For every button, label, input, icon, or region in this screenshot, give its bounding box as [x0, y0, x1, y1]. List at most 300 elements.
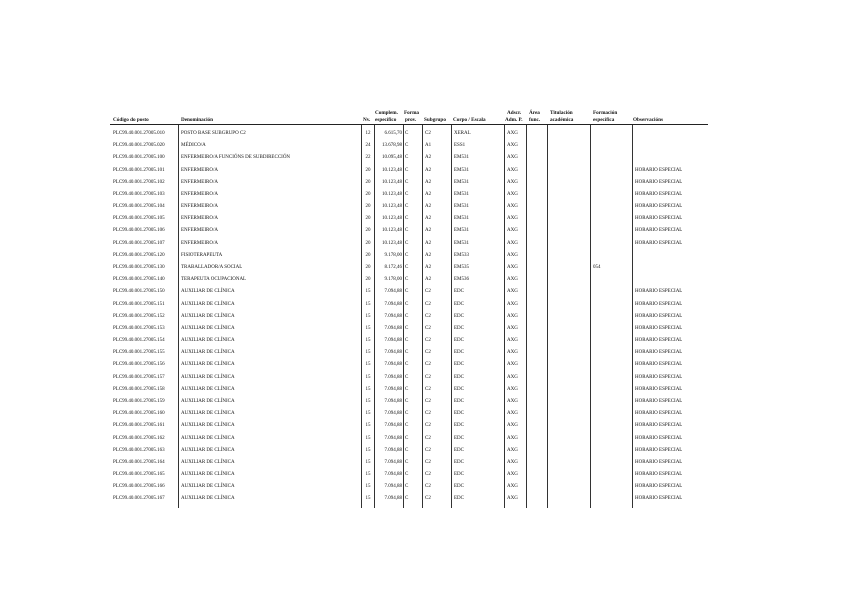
corpo-cell: EDC	[454, 411, 464, 417]
observacions-cell: HORARIO ESPECIAL	[635, 167, 683, 173]
observacions-cell: HORARIO ESPECIAL	[635, 240, 683, 246]
posto-code-cell: PLC99.40.001.27005.106	[113, 228, 165, 234]
posto-code-cell: PLC99.40.001.27005.163	[113, 447, 165, 453]
corpo-cell: EM531	[454, 191, 469, 197]
complemento-cell: 10.123,48	[382, 179, 402, 185]
complemento-cell: 7.094,88	[384, 350, 402, 356]
forma-cell: C	[405, 204, 409, 210]
table-row	[0, 323, 842, 335]
denominacion-cell: AUXILIAR DE CLÍNICA	[181, 362, 235, 368]
header-formacion-line1: Formación	[593, 110, 618, 116]
header-complemento-line1: Complem.	[375, 110, 398, 116]
subgrupo-cell: A2	[425, 155, 432, 161]
posto-code-cell: PLC99.40.001.27005.152	[113, 313, 165, 319]
nivel-cell: 15	[365, 398, 371, 404]
complemento-cell: 6.615,70	[384, 131, 402, 136]
observacions-cell: HORARIO ESPECIAL	[635, 386, 683, 392]
corpo-cell: ESS1	[454, 143, 466, 149]
header-area-line2: func.	[529, 117, 541, 123]
subgrupo-cell: A2	[425, 204, 432, 210]
adscricion-cell: AXG	[507, 216, 518, 222]
table-row	[0, 408, 842, 420]
corpo-cell: EDC	[454, 386, 464, 392]
adscricion-cell: AXG	[507, 350, 518, 356]
observacions-cell: HORARIO ESPECIAL	[635, 338, 683, 344]
forma-cell: C	[405, 191, 409, 197]
adscricion-cell: AXG	[507, 313, 518, 319]
adscricion-cell: AXG	[507, 143, 518, 149]
posto-code-cell: PLC99.40.001.27005.155	[113, 350, 165, 356]
nivel-cell: 15	[365, 447, 371, 453]
subgrupo-cell: A2	[425, 167, 432, 173]
posto-code-cell: PLC99.40.001.27005.151	[113, 301, 165, 307]
denominacion-cell: AUXILIAR DE CLÍNICA	[181, 301, 235, 307]
forma-cell: C	[405, 240, 409, 246]
forma-cell: C	[405, 155, 409, 161]
complemento-cell: 7.094,88	[384, 289, 402, 295]
header-titulacion-line2: académica	[550, 117, 574, 123]
complemento-cell: 7.094,88	[384, 459, 402, 465]
denominacion-cell: AUXILIAR DE CLÍNICA	[181, 484, 235, 490]
corpo-cell: EDC	[454, 374, 464, 380]
corpo-cell: EM531	[454, 228, 469, 234]
posto-code-cell: PLC99.40.001.27005.010	[113, 131, 165, 136]
corpo-cell: EDC	[454, 325, 464, 331]
complemento-cell: 7.094,88	[384, 447, 402, 453]
table-row	[0, 189, 842, 201]
forma-cell: C	[405, 216, 409, 222]
corpo-cell: EM531	[454, 204, 469, 210]
subgrupo-cell: A2	[425, 179, 432, 185]
corpo-cell: EDC	[454, 313, 464, 319]
subgrupo-cell: A2	[425, 228, 432, 234]
observacions-cell: HORARIO ESPECIAL	[635, 204, 683, 210]
adscricion-cell: AXG	[507, 496, 518, 502]
nivel-cell: 20	[365, 252, 371, 258]
posto-code-cell: PLC99.40.001.27005.167	[113, 496, 165, 502]
complemento-cell: 10.095,48	[382, 155, 402, 161]
table-row	[0, 372, 842, 384]
forma-cell: C	[405, 350, 409, 356]
denominacion-cell: AUXILIAR DE CLÍNICA	[181, 386, 235, 392]
denominacion-cell: ENFERMEIRO/A	[181, 216, 218, 222]
nivel-cell: 20	[365, 240, 371, 246]
denominacion-cell: AUXILIAR DE CLÍNICA	[181, 313, 235, 319]
adscricion-cell: AXG	[507, 204, 518, 210]
observacions-cell: HORARIO ESPECIAL	[635, 496, 683, 502]
table-row	[0, 347, 842, 359]
complemento-cell: 10.123,48	[382, 240, 402, 246]
forma-cell: C	[405, 179, 409, 185]
observacions-cell: HORARIO ESPECIAL	[635, 325, 683, 331]
nivel-cell: 15	[365, 350, 371, 356]
observacions-cell: HORARIO ESPECIAL	[635, 191, 683, 197]
complemento-cell: 10.123,48	[382, 167, 402, 173]
subgrupo-cell: A2	[425, 264, 432, 270]
denominacion-cell: TERAPEUTA OCUPACIONAL	[181, 277, 247, 283]
subgrupo-cell: C2	[425, 289, 431, 295]
table-row	[0, 433, 842, 445]
complemento-cell: 7.094,88	[384, 313, 402, 319]
adscricion-cell: AXG	[507, 191, 518, 197]
posto-code-cell: PLC99.40.001.27005.156	[113, 362, 165, 368]
nivel-cell: 20	[365, 228, 371, 234]
subgrupo-cell: A2	[425, 216, 432, 222]
subgrupo-cell: C2	[425, 435, 431, 441]
table-row	[0, 384, 842, 396]
nivel-cell: 15	[365, 411, 371, 417]
nivel-cell: 20	[365, 191, 371, 197]
forma-cell: C	[405, 277, 409, 283]
observacions-cell: HORARIO ESPECIAL	[635, 313, 683, 319]
header-nivel: Nv.	[363, 117, 371, 123]
subgrupo-cell: A2	[425, 252, 432, 258]
corpo-cell: EDC	[454, 484, 464, 490]
table-row	[0, 201, 842, 213]
posto-code-cell: PLC99.40.001.27005.161	[113, 423, 165, 429]
complemento-cell: 7.094,88	[384, 472, 402, 478]
forma-cell: C	[405, 447, 409, 453]
subgrupo-cell: A2	[425, 191, 432, 197]
denominacion-cell: AUXILIAR DE CLÍNICA	[181, 338, 235, 344]
adscricion-cell: AXG	[507, 252, 518, 258]
subgrupo-cell: C2	[425, 313, 431, 319]
complemento-cell: 7.094,88	[384, 398, 402, 404]
table-row	[0, 238, 842, 250]
complemento-cell: 7.094,88	[384, 338, 402, 344]
denominacion-cell: ENFERMEIRO/A FUNCIÓNS DE SUBDIRECCIÓN	[181, 155, 291, 161]
formacion-cell: 054	[593, 264, 601, 270]
posto-code-cell: PLC99.40.001.27005.105	[113, 216, 165, 222]
complemento-cell: 7.094,88	[384, 411, 402, 417]
posto-code-cell: PLC99.40.001.27005.166	[113, 484, 165, 490]
adscricion-cell: AXG	[507, 264, 518, 270]
forma-cell: C	[405, 398, 409, 404]
subgrupo-cell: A2	[425, 277, 432, 283]
adscricion-cell: AXG	[507, 472, 518, 478]
header-formacion-line2: específica	[593, 117, 615, 123]
header-adscricion-line1: Adscr.	[507, 110, 522, 116]
observacions-cell: HORARIO ESPECIAL	[635, 398, 683, 404]
header-forma-line1: Forma	[404, 110, 419, 116]
corpo-cell: EDC	[454, 289, 464, 295]
denominacion-cell: AUXILIAR DE CLÍNICA	[181, 289, 235, 295]
denominacion-cell: AUXILIAR DE CLÍNICA	[181, 374, 235, 380]
table-row	[0, 445, 842, 457]
forma-cell: C	[405, 131, 409, 136]
nivel-cell: 15	[365, 435, 371, 441]
forma-cell: C	[405, 374, 409, 380]
denominacion-cell: AUXILIAR DE CLÍNICA	[181, 398, 235, 404]
nivel-cell: 15	[365, 325, 371, 331]
forma-cell: C	[405, 301, 409, 307]
complemento-cell: 10.123,48	[382, 204, 402, 210]
adscricion-cell: AXG	[507, 277, 518, 283]
observacions-cell: HORARIO ESPECIAL	[635, 374, 683, 380]
complemento-cell: 8.172,46	[384, 264, 402, 270]
header-corpo: Corpo / Escala	[453, 117, 486, 123]
posto-code-cell: PLC99.40.001.27005.164	[113, 459, 165, 465]
subgrupo-cell: C2	[425, 423, 431, 429]
observacions-cell: HORARIO ESPECIAL	[635, 484, 683, 490]
observacions-cell: HORARIO ESPECIAL	[635, 472, 683, 478]
observacions-cell: HORARIO ESPECIAL	[635, 423, 683, 429]
header-subgrupo: Subgrupo	[424, 117, 446, 123]
header-observacions: Observacións	[633, 117, 663, 123]
denominacion-cell: ENFERMEIRO/A	[181, 191, 218, 197]
denominacion-cell: AUXILIAR DE CLÍNICA	[181, 435, 235, 441]
forma-cell: C	[405, 143, 409, 149]
corpo-cell: EM533	[454, 252, 469, 258]
posto-code-cell: PLC99.40.001.27005.020	[113, 143, 165, 149]
subgrupo-cell: C2	[425, 447, 431, 453]
subgrupo-cell: C2	[425, 472, 431, 478]
subgrupo-cell: C2	[425, 131, 431, 136]
posto-code-cell: PLC99.40.001.27005.103	[113, 191, 165, 197]
adscricion-cell: AXG	[507, 398, 518, 404]
denominacion-cell: AUXILIAR DE CLÍNICA	[181, 459, 235, 465]
corpo-cell: EDC	[454, 472, 464, 478]
observacions-cell: HORARIO ESPECIAL	[635, 350, 683, 356]
denominacion-cell: AUXILIAR DE CLÍNICA	[181, 411, 235, 417]
table-row	[0, 457, 842, 469]
nivel-cell: 15	[365, 386, 371, 392]
forma-cell: C	[405, 435, 409, 441]
posto-code-cell: PLC99.40.001.27005.140	[113, 277, 165, 283]
complemento-cell: 7.094,88	[384, 325, 402, 331]
nivel-cell: 15	[365, 496, 371, 502]
table-row	[0, 274, 842, 286]
nivel-cell: 15	[365, 484, 371, 490]
subgrupo-cell: A2	[425, 240, 432, 246]
adscricion-cell: AXG	[507, 411, 518, 417]
observacions-cell: HORARIO ESPECIAL	[635, 216, 683, 222]
complemento-cell: 7.094,88	[384, 301, 402, 307]
forma-cell: C	[405, 325, 409, 331]
denominacion-cell: ENFERMEIRO/A	[181, 204, 218, 210]
nivel-cell: 15	[365, 289, 371, 295]
forma-cell: C	[405, 496, 409, 502]
adscricion-cell: AXG	[507, 240, 518, 246]
denominacion-cell: MÉDICO/A	[181, 143, 206, 149]
denominacion-cell: AUXILIAR DE CLÍNICA	[181, 350, 235, 356]
denominacion-cell: AUXILIAR DE CLÍNICA	[181, 472, 235, 478]
table-row	[0, 213, 842, 225]
corpo-cell: EDC	[454, 362, 464, 368]
nivel-cell: 20	[365, 167, 371, 173]
corpo-cell: EM531	[454, 240, 469, 246]
nivel-cell: 20	[365, 264, 371, 270]
posto-code-cell: PLC99.40.001.27005.130	[113, 264, 165, 270]
corpo-cell: EDC	[454, 496, 464, 502]
observacions-cell: HORARIO ESPECIAL	[635, 179, 683, 185]
forma-cell: C	[405, 423, 409, 429]
table-row	[0, 165, 842, 177]
forma-cell: C	[405, 472, 409, 478]
denominacion-cell: ENFERMEIRO/A	[181, 179, 218, 185]
corpo-cell: EDC	[454, 459, 464, 465]
table-row	[0, 481, 842, 493]
subgrupo-cell: C2	[425, 484, 431, 490]
subgrupo-cell: C2	[425, 350, 431, 356]
complemento-cell: 7.094,88	[384, 374, 402, 380]
adscricion-cell: AXG	[507, 155, 518, 161]
adscricion-cell: AXG	[507, 435, 518, 441]
header-codigo: Código do posto	[113, 117, 149, 123]
observacions-cell: HORARIO ESPECIAL	[635, 289, 683, 295]
nivel-cell: 15	[365, 423, 371, 429]
observacions-cell: HORARIO ESPECIAL	[635, 459, 683, 465]
adscricion-cell: AXG	[507, 325, 518, 331]
header-rule	[110, 124, 708, 125]
observacions-cell: HORARIO ESPECIAL	[635, 435, 683, 441]
observacions-cell: HORARIO ESPECIAL	[635, 411, 683, 417]
adscricion-cell: AXG	[507, 179, 518, 185]
forma-cell: C	[405, 264, 409, 270]
table-row	[0, 152, 842, 164]
posto-code-cell: PLC99.40.001.27005.159	[113, 398, 165, 404]
complemento-cell: 7.094,88	[384, 496, 402, 502]
denominacion-cell: AUXILIAR DE CLÍNICA	[181, 447, 235, 453]
denominacion-cell: AUXILIAR DE CLÍNICA	[181, 423, 235, 429]
subgrupo-cell: C2	[425, 374, 431, 380]
observacions-cell: HORARIO ESPECIAL	[635, 362, 683, 368]
subgrupo-cell: C2	[425, 411, 431, 417]
nivel-cell: 15	[365, 374, 371, 380]
subgrupo-cell: A1	[425, 143, 432, 149]
table-row	[0, 177, 842, 189]
subgrupo-cell: C2	[425, 398, 431, 404]
denominacion-cell: AUXILIAR DE CLÍNICA	[181, 325, 235, 331]
posto-code-cell: PLC99.40.001.27005.154	[113, 338, 165, 344]
nivel-cell: 15	[365, 338, 371, 344]
denominacion-cell: ENFERMEIRO/A	[181, 167, 218, 173]
table-row	[0, 396, 842, 408]
denominacion-cell: AUXILIAR DE CLÍNICA	[181, 496, 235, 502]
subgrupo-cell: C2	[425, 301, 431, 307]
posto-code-cell: PLC99.40.001.27005.150	[113, 289, 165, 295]
forma-cell: C	[405, 252, 409, 258]
adscricion-cell: AXG	[507, 374, 518, 380]
forma-cell: C	[405, 411, 409, 417]
adscricion-cell: AXG	[507, 131, 518, 136]
denominacion-cell: ENFERMEIRO/A	[181, 240, 218, 246]
subgrupo-cell: C2	[425, 338, 431, 344]
corpo-cell: XERAL	[454, 131, 471, 136]
complemento-cell: 10.123,48	[382, 228, 402, 234]
corpo-cell: EDC	[454, 423, 464, 429]
nivel-cell: 15	[365, 313, 371, 319]
complemento-cell: 9.178,00	[384, 252, 402, 258]
subgrupo-cell: C2	[425, 325, 431, 331]
complemento-cell: 10.123,48	[382, 191, 402, 197]
denominacion-cell: POSTO BASE SUBGRUPO C2	[181, 131, 246, 136]
adscricion-cell: AXG	[507, 167, 518, 173]
forma-cell: C	[405, 313, 409, 319]
table-row	[0, 250, 842, 262]
subgrupo-cell: C2	[425, 459, 431, 465]
header-area-line1: Área	[529, 110, 540, 116]
adscricion-cell: AXG	[507, 362, 518, 368]
posto-code-cell: PLC99.40.001.27005.162	[113, 435, 165, 441]
nivel-cell: 12	[365, 131, 371, 136]
corpo-cell: EDC	[454, 398, 464, 404]
forma-cell: C	[405, 459, 409, 465]
corpo-cell: EDC	[454, 435, 464, 441]
complemento-cell: 7.094,88	[384, 386, 402, 392]
adscricion-cell: AXG	[507, 386, 518, 392]
forma-cell: C	[405, 362, 409, 368]
forma-cell: C	[405, 228, 409, 234]
table-row	[0, 299, 842, 311]
denominacion-cell: ENFERMEIRO/A	[181, 228, 218, 234]
complemento-cell: 7.094,88	[384, 435, 402, 441]
posto-code-cell: PLC99.40.001.27005.158	[113, 386, 165, 392]
posto-code-cell: PLC99.40.001.27005.157	[113, 374, 165, 380]
adscricion-cell: AXG	[507, 338, 518, 344]
adscricion-cell: AXG	[507, 484, 518, 490]
header-adscricion-line2: Adm. P.	[505, 117, 523, 123]
corpo-cell: EM535	[454, 264, 469, 270]
corpo-cell: EM536	[454, 277, 469, 283]
observacions-cell: HORARIO ESPECIAL	[635, 228, 683, 234]
complemento-cell: 7.094,88	[384, 362, 402, 368]
nivel-cell: 15	[365, 301, 371, 307]
table-row	[0, 140, 842, 152]
corpo-cell: EM531	[454, 167, 469, 173]
adscricion-cell: AXG	[507, 301, 518, 307]
posto-code-cell: PLC99.40.001.27005.160	[113, 411, 165, 417]
nivel-cell: 24	[365, 143, 371, 149]
posto-code-cell: PLC99.40.001.27005.100	[113, 155, 165, 161]
complemento-cell: 10.123,48	[382, 216, 402, 222]
posto-code-cell: PLC99.40.001.27005.153	[113, 325, 165, 331]
adscricion-cell: AXG	[507, 289, 518, 295]
posto-code-cell: PLC99.40.001.27005.104	[113, 204, 165, 210]
nivel-cell: 20	[365, 179, 371, 185]
nivel-cell: 20	[365, 216, 371, 222]
subgrupo-cell: C2	[425, 386, 431, 392]
adscricion-cell: AXG	[507, 447, 518, 453]
header-complemento-line2: específico	[375, 117, 397, 123]
table-row	[0, 286, 842, 298]
forma-cell: C	[405, 386, 409, 392]
posto-code-cell: PLC99.40.001.27005.101	[113, 167, 165, 173]
corpo-cell: EM531	[454, 179, 469, 185]
observacions-cell: HORARIO ESPECIAL	[635, 447, 683, 453]
posto-code-cell: PLC99.40.001.27005.102	[113, 179, 165, 185]
table-row	[0, 420, 842, 432]
denominacion-cell: TRABALLADOR/A SOCIAL	[181, 264, 243, 270]
adscricion-cell: AXG	[507, 459, 518, 465]
posto-code-cell: PLC99.40.001.27005.120	[113, 252, 165, 258]
table-row	[0, 335, 842, 347]
header-forma-line2: prov.	[405, 117, 417, 123]
nivel-cell: 20	[365, 277, 371, 283]
corpo-cell: EDC	[454, 301, 464, 307]
corpo-cell: EDC	[454, 338, 464, 344]
complemento-cell: 9.178,00	[384, 277, 402, 283]
adscricion-cell: AXG	[507, 423, 518, 429]
forma-cell: C	[405, 167, 409, 173]
table-row	[0, 493, 842, 505]
denominacion-cell: FISIOTERAPEUTA	[181, 252, 223, 258]
table-row	[0, 469, 842, 481]
table-row	[0, 359, 842, 371]
forma-cell: C	[405, 338, 409, 344]
subgrupo-cell: C2	[425, 362, 431, 368]
table-row	[0, 311, 842, 323]
